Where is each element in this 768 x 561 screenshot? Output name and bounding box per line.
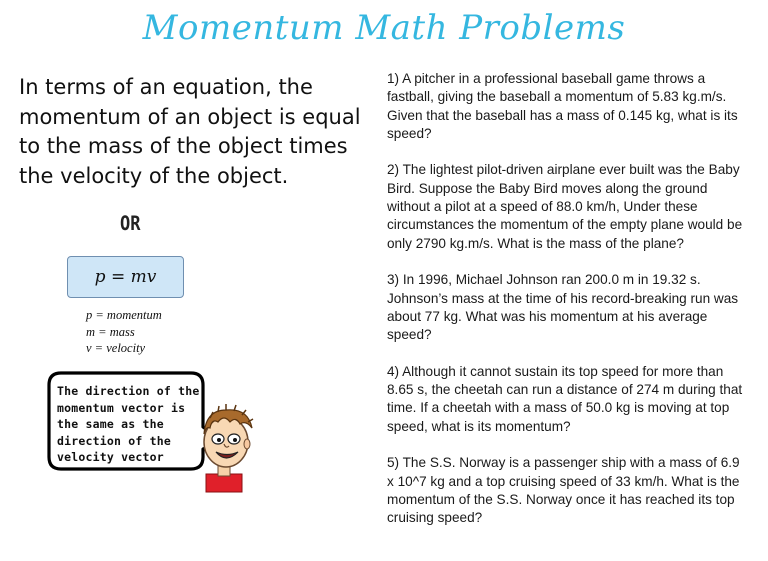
problem-1: 1) A pitcher in a professional baseball game throws a fastball, giving the baseball a momentum of 5.83 kg.m/s. Given that the baseball has a mass of 0.145 kg, what is its speed? xyxy=(387,71,738,141)
problem-3: 3) In 1996, Michael Johnson ran 200.0 m in 19.32 s. Johnson’s mass at the time of his record-breaking run was about 77 kg. What was his momentum at his average speed? xyxy=(387,272,739,343)
cartoon-character-illustration xyxy=(196,396,276,494)
definition-m: m = mass xyxy=(86,324,135,339)
page-title: Momentum Math Problems xyxy=(142,8,626,48)
definition-v: v = velocity xyxy=(86,341,146,355)
variable-definitions xyxy=(86,307,162,357)
speech-line: velocity vector xyxy=(57,450,164,465)
formula-text: p = mv xyxy=(94,267,157,287)
speech-line: The direction of the xyxy=(57,384,200,398)
problem-2: 2) The lightest pilot-driven airplane ever built was the Baby Bird. Suppose the Baby Bird moves along the ground without a pilot at a speed of 88.0 km/h, Under these circumstances the momentum of the empty plane would be only 2790 kg.m/s. What is the mass of the plane? xyxy=(387,162,743,251)
intro-text: In terms of an equation, the momentum of an object is equal to the mass of the object times the velocity of the object. xyxy=(19,75,361,188)
problem-list xyxy=(387,70,747,546)
definition-p: p = momentum xyxy=(86,308,162,322)
problem-4: 4) Although it cannot sustain its top speed for more than 8.65 s, the cheetah can run a distance of 274 m during that time. If a cheetah with a mass of 50.0 kg is moving at top speed, what is its momentum? xyxy=(387,363,743,434)
speech-line: momentum vector is xyxy=(57,400,186,415)
or-label: OR xyxy=(120,212,141,236)
speech-line: the same as the xyxy=(57,417,164,432)
speech-bubble-text xyxy=(57,383,207,466)
formula-box xyxy=(67,256,184,298)
speech-line: direction of the xyxy=(57,433,171,448)
problem-5: 5) The S.S. Norway is a passenger ship with a mass of 6.9 x 10^7 kg and a top cruising speed of 33 km/h. What is the momentum of the S.S. Norway once it has reached its top cruising speed? xyxy=(387,455,740,526)
